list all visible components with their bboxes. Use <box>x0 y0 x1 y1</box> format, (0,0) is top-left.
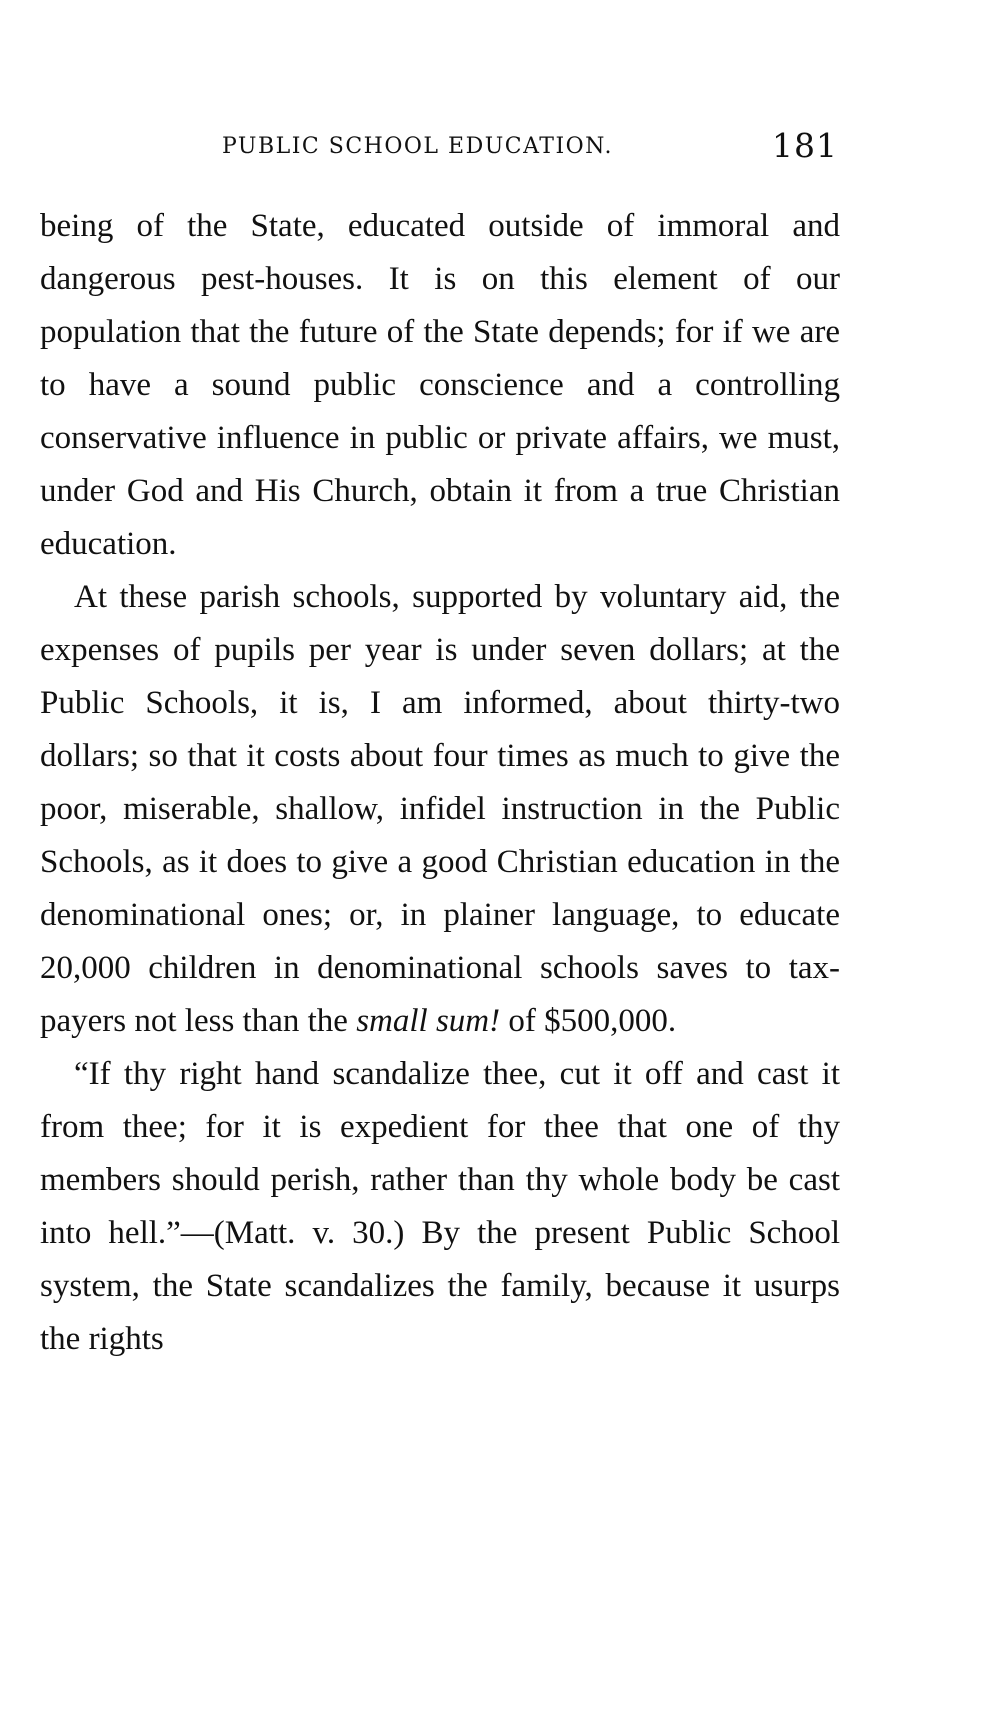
paragraph-2 <box>40 571 840 1048</box>
page-number: 181 <box>772 126 838 165</box>
paragraph-2-text: At these parish schools, supported by voluntary aid, the expenses of pupils per year is under seven dollars; at the Public Schools, it is, I am informed, about thirty-two dollars; so that it costs about four times as much to give the poor, miserable, shallow, infidel instruction in the Public Schools, as it does to give a good Christian education in the denominational ones; or, in plainer language, to educate 20,000 children in denominational schools saves to tax-payers not less than the <box>40 579 840 1039</box>
running-header: PUBLIC SCHOOL EDUCATION. <box>222 134 614 159</box>
body-text <box>40 200 840 1366</box>
paragraph-1: being of the State, educated outside of immoral and dangerous pest-houses. It is on this element of our population that the future of the State depends; for if we are to have a sound public conscience and a controlling conservative influence in public or private affairs, we must, under God and His Church, obtain it from a true Christian education. <box>40 208 840 562</box>
paragraph-3: “If thy right hand scandalize thee, cut it off and cast it from thee; for it is expedient for thee that one of thy members should perish, rather than thy whole body be cast into hell.”—(Matt. v. 30.) By the present Public School system, the State scandalizes the family, because it usurps the rights <box>40 1056 840 1357</box>
paragraph-2-emphasis: small sum! <box>356 1003 501 1039</box>
paragraph-2-end: of $500,000. <box>500 1003 677 1039</box>
